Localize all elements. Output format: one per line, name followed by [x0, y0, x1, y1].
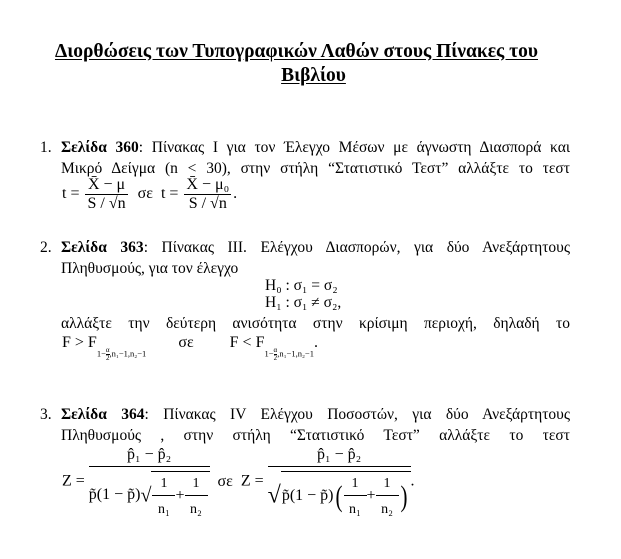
- fraction-numerator: p̂₁ − p̂₂: [268, 444, 411, 467]
- item-text: [61, 404, 570, 425]
- subscript-rest: n₁−1,n₂−1: [279, 348, 314, 358]
- two: 2: [273, 353, 278, 362]
- one-over-n2: [185, 473, 208, 520]
- fraction-numerator: X̄ − μ: [85, 176, 127, 195]
- denominator-n2: n₂: [381, 502, 393, 517]
- formula-lhs: Z =: [240, 472, 264, 490]
- document-title: [0, 40, 621, 88]
- document-title-line1: Διορθώσεις των Τυπογραφικών Λαθών στους Πίνακες του: [54, 41, 539, 62]
- fraction-old: [89, 444, 210, 520]
- formula-lhs: t =: [62, 185, 80, 203]
- sqrt-sign-icon: √: [267, 482, 281, 509]
- formula-lhs: Z =: [62, 472, 85, 490]
- end-punctuation: .: [313, 334, 318, 351]
- alpha: α: [105, 345, 110, 354]
- item-number: 3.: [40, 406, 52, 423]
- plus-sign: +: [175, 487, 185, 505]
- item-text-line2-wrap: [61, 258, 570, 279]
- numerator-one: 1: [185, 473, 208, 496]
- fraction-new: [184, 176, 231, 213]
- item-text-line2: Πληθυσμούς , στην στήλη “Στατιστικό Τεστ” αλλάξτε το τεστ: [61, 427, 570, 444]
- subscript-prefix: 1−: [96, 348, 106, 358]
- right-paren: ): [400, 479, 408, 513]
- fraction-denominator: [89, 467, 210, 520]
- item-text-line3-wrap: [61, 313, 570, 334]
- item-text-line1: : Πίνακας ΙΙΙ. Ελέγχου Διασπορών, για δύο Ανεξάρτητους: [143, 239, 570, 256]
- item-text-line2: Πληθυσμούς, για τον έλεγχο: [61, 260, 239, 277]
- one-over-n1: [344, 473, 367, 520]
- inequality-old: F > F: [62, 334, 97, 351]
- end-punctuation: .: [410, 472, 415, 490]
- item-text: [61, 237, 570, 258]
- left-paren: (: [335, 479, 342, 513]
- numerator-one: 1: [344, 473, 367, 496]
- radicand: [151, 471, 209, 520]
- page-label: Σελίδα 363: [61, 239, 144, 256]
- item-text-line1: : Πίνακας Ι για τον Έλεγχο Μέσων με άγνωστη Διασπορά και: [138, 139, 570, 156]
- denominator-n2: n₂: [190, 502, 202, 517]
- connector-text: σε: [178, 334, 194, 351]
- page-label: Σελίδα 360: [61, 139, 139, 156]
- subscript-prefix: 1−: [264, 348, 274, 358]
- critical-region-formula: [62, 334, 318, 362]
- item-2-continuation: [40, 313, 570, 334]
- item-text-line1: : Πίνακας IV Ελέγχου Ποσοστών, για δύο Ανεξάρτητους: [144, 406, 570, 423]
- item-text-line3: αλλάξτε την δεύτερη ανισότητα στην κρίσιμη περιοχή, δηλαδή το: [61, 315, 570, 332]
- two: 2: [105, 353, 110, 362]
- fraction-numerator: X̄ − μ₀: [186, 176, 230, 193]
- item-number: 2.: [40, 239, 52, 256]
- one-over-n2: [376, 473, 399, 520]
- fraction-new: [268, 444, 411, 520]
- plus-sign: +: [366, 487, 376, 505]
- one-over-n1: [152, 473, 175, 520]
- hypotheses: [265, 277, 341, 311]
- document-title-line2: Βιβλίου: [281, 65, 346, 86]
- fraction-old: [85, 176, 127, 213]
- alpha-half-fraction: [274, 347, 278, 362]
- correction-item-3: [40, 404, 570, 446]
- formula-z-test: [62, 444, 415, 520]
- connector-text: σε: [137, 185, 153, 203]
- formula-t-test: [62, 176, 237, 213]
- denominator-n1: n₁: [158, 502, 170, 517]
- item-number: 1.: [40, 139, 52, 156]
- formula-lhs: t =: [160, 185, 179, 203]
- page-label: Σελίδα 364: [61, 406, 145, 423]
- item-text: [61, 137, 570, 158]
- inequality-new: F < F: [229, 334, 265, 351]
- hypothesis-h0: H₀ : σ₁ = σ₂: [265, 277, 338, 294]
- fraction-numerator: p̂₁ − p̂₂: [89, 444, 210, 467]
- correction-item-2: [40, 237, 570, 279]
- denominator-prefix: p̃(1 − p̃): [281, 487, 334, 505]
- inequality-old-subscript: 1− $\frac{\alpha}{2}$ ,n₁−1,n₂−1: [96, 345, 147, 362]
- hypothesis-h1: H₁ : σ₁ ≠ σ₂,: [265, 294, 342, 311]
- alpha: α: [273, 345, 278, 354]
- item-text-line2-wrap: [61, 425, 570, 446]
- denominator-n1: n₁: [349, 502, 361, 517]
- connector-text: σε: [217, 472, 233, 490]
- item-text-line2: Μικρό Δείγμα (n < 30), στην στήλη “Στατιστικό Τεστ” αλλάξτε το τεστ: [61, 160, 570, 177]
- numerator-one: 1: [152, 473, 175, 496]
- end-punctuation: .: [233, 185, 238, 203]
- denominator-prefix: p̃(1 − p̃): [88, 486, 141, 504]
- subscript-rest: n₁−1,n₂−1: [111, 348, 147, 358]
- radicand: [281, 471, 411, 520]
- alpha-half-fraction: [106, 347, 110, 362]
- numerator-one: 1: [376, 473, 399, 496]
- fraction-denominator: [268, 467, 411, 520]
- sqrt-sign-icon: √: [140, 484, 152, 507]
- fraction-denominator: S / √n: [188, 195, 227, 212]
- fraction-denominator: S / √n: [87, 195, 126, 212]
- correction-item-1: [40, 137, 570, 179]
- inequality-new-subscript: 1− $\frac{\alpha}{2}$ ,n₁−1,n₂−1: [264, 345, 314, 362]
